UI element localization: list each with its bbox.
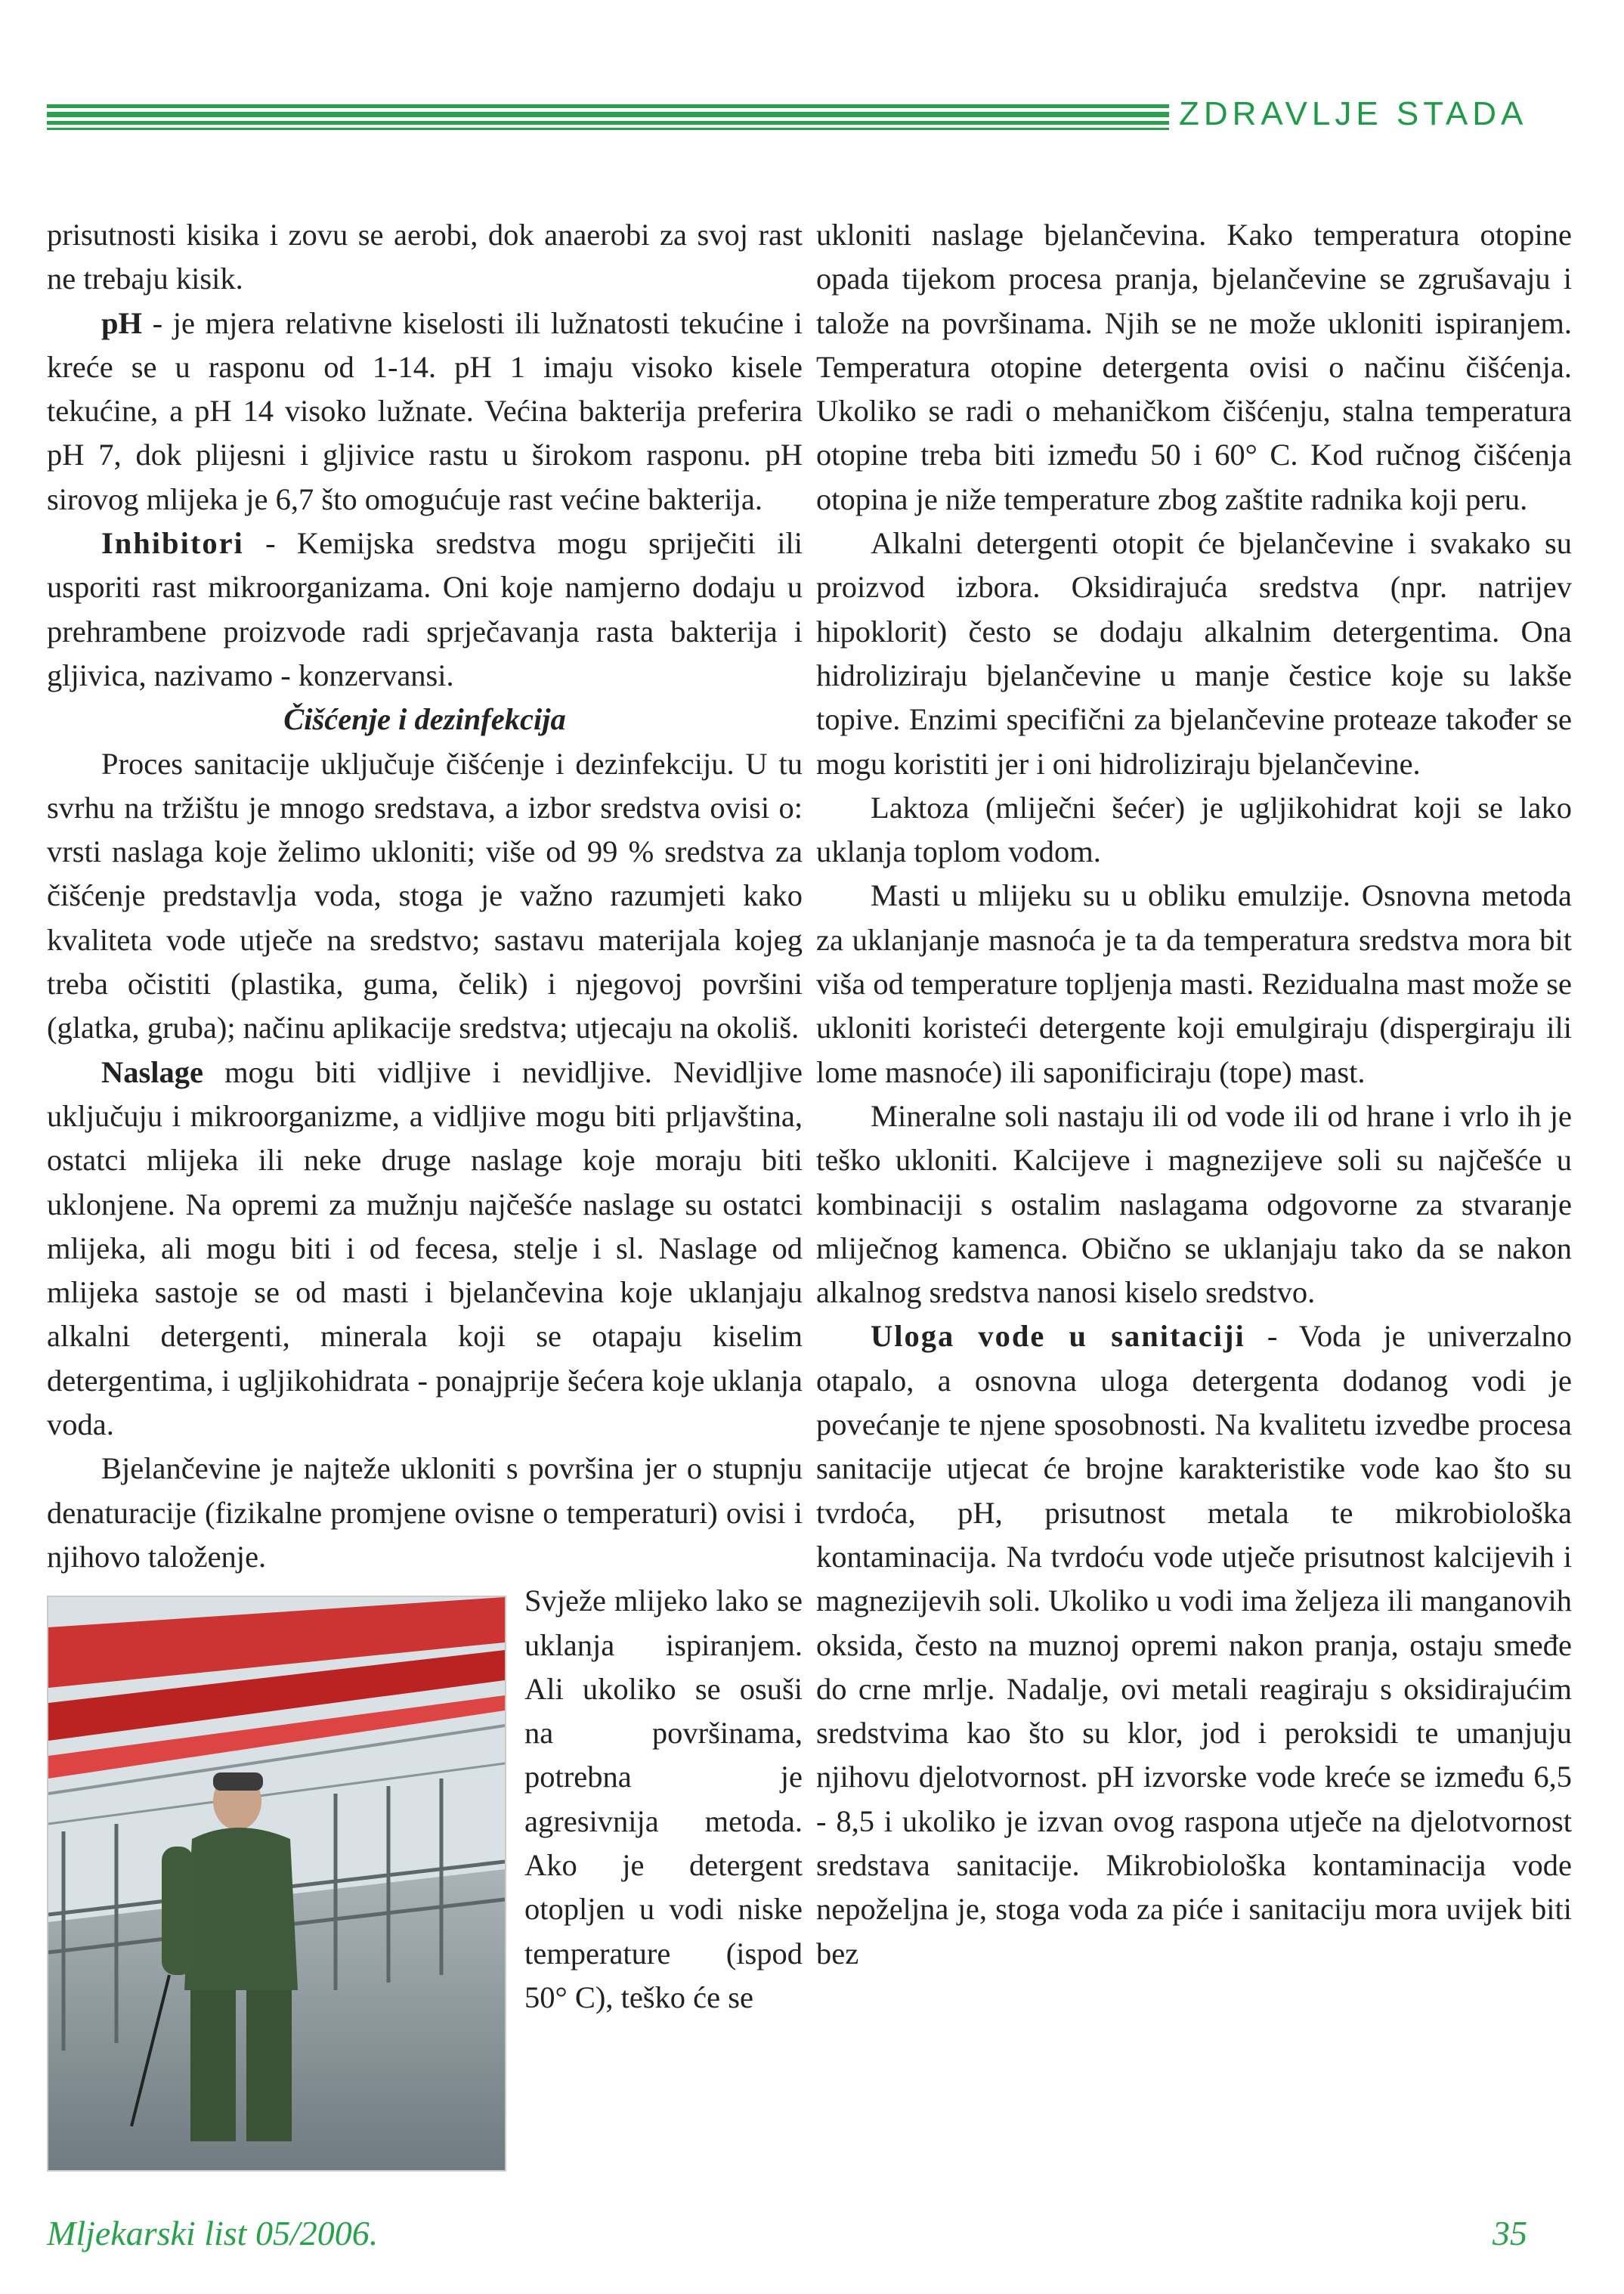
paragraph: Laktoza (mliječni šećer) je ugljikohidrat koji se lako uklanja toplom vodom. xyxy=(816,790,1572,869)
term-label: Inhibitori xyxy=(101,526,244,561)
paragraph: Alkalni detergenti otopit će bjelančevine i svakako su proizvod izbora. Oksidirajuća sredstva (npr. natrijev hipoklorit) često se dodaju alkalnim detergentima. Ona hidroliziraju bjelančevine u manje čestice koje su lakše topive. Enzimi specifični za bjelančevine proteaze također se mogu koristiti jer i oni hidroliziraju bjelančevine. xyxy=(816,526,1572,781)
paragraph: Masti u mlijeku su u obliku emulzije. Osnovna metoda za uklanjanje masnoća je ta da temperatura sredstva mora bit viša od temperature topljenja masti. Rezidualna mast može se ukloniti koristeći detergente koji emulgiraju (dispergiraju ili lome masnoće) ili saponificiraju (tope) mast. xyxy=(816,878,1572,1089)
paragraph-text: - Kemijska sredstva mogu spriječiti ili usporiti rast mikroorganizama. Oni koje namjerno dodaju u prehrambene proizvode radi sprječavanja rasta bakterija i gljivica, nazivamo - konzervansi. xyxy=(47,526,803,692)
term-label: pH xyxy=(101,305,143,340)
paragraph-text: - je mjera relativne kiselosti ili lužnatosti tekućine i kreće se u rasponu od 1-14. pH 1 imaju visoko kisele tekućine, a pH 14 visoko lužnate. Većina bakterija preferira pH 7, dok plijesni i gljivice rastu u širokom rasponu. pH sirovog mlijeka je 6,7 što omogućuje rast većine bakterija. xyxy=(47,305,803,516)
paragraph-text: mogu biti vidljive i nevidljive. Nevidljive uključuju i mikroorganizme, a vidljive mogu biti prljavština, ostatci mlijeka ili neke druge naslage koje moraju biti uklonjene. Na opremi za mužnju najčešće naslage su ostatci mlijeka, ali mogu biti i od fecesa, stelje i sl. Naslage od mlijeka sastoje se od masti i bjelančevina koje uklanjaju alkalni detergenti, minerala koji se otapaju kiselim detergentima, i ugljikohidrata - ponajprije šećera koje uklanja voda. xyxy=(47,1054,803,1442)
term-label: Uloga vode u sanitaciji xyxy=(871,1319,1245,1354)
paragraph: Proces sanitacije uključuje čišćenje i dezinfekciju. U tu svrhu na tržištu je mnogo sredstava, a izbor sredstva ovisi o: vrsti naslaga koje želimo ukloniti; više od 99 % sredstva za čišćenje predstavlja voda, stoga je važno razumjeti kako kvaliteta vode utječe na sredstvo; sastavu materijala kojeg treba očistiti (plastika, guma, čelik) i njegovoj površini (glatka, gruba); načinu aplikacije sredstva; utjecaju na okoliš. xyxy=(47,746,803,1045)
paragraph: Svježe mlijeko lako se uklanja ispiranjem. Ali ukoliko se osuši na površinama, potrebna je agresivnija metoda. Ako je detergent otopljen u vodi niske temperature (ispod 50° C), teško će se xyxy=(524,1584,803,2014)
term-label: Naslage xyxy=(101,1054,203,1089)
paragraph: ukloniti naslage bjelančevina. Kako temperatura otopine opada tijekom procesa pranja, bjelančevine se zgrušavaju i talože na površinama. Njih se ne može ukloniti ispiranjem. Temperatura otopine detergenta ovisi o načinu čišćenja. Ukoliko se radi o mehaničkom čišćenju, stalna temperatura otopine treba biti između 50 i 60° C. Kod ručnog čišćenja otopina je niže temperature zbog zaštite radnika koji peru. xyxy=(816,218,1572,516)
photo-illustration xyxy=(48,1597,505,2170)
paragraph: Mineralne soli nastaju ili od vode ili od hrane i vrlo ih je teško ukloniti. Kalcijeve i magnezijeve soli su najčešće u kombinaciji s ostalim naslagama odgovorne za stvaranje mliječnog kamenca. Obično se uklanjaju tako da se nakon alkalnog sredstva nanosi kiselo sredstvo. xyxy=(816,1098,1572,1310)
paragraph xyxy=(816,1314,1572,1975)
paragraph-text: - Voda je univerzalno otapalo, a osnovna uloga detergenta dodanog vodi je povećanje te njene sposobnosti. Na kvalitetu izvedbe procesa sanitacije utjecat će brojne karakteristike vode kao što su tvrdoća, pH, prisutnost metala te mikrobiološka kontaminacija. Na tvrdoću vode utječe prisutnost kalcijevih i magnezijevih soli. Ukoliko u vodi ima željeza ili manganovih oksida, često na muznoj opremi nakon pranja, ostaju smeđe do crne mrlje. Nadalje, ovi metali reagiraju s oksidirajućim sredstvima kao što su klor, jod i peroksidi te umanjuju njihovu djelotvornost. pH izvorske vode kreće se između 6,5 - 8,5 i ukoliko je izvan ovog raspona utječe na djelotvornost sredstava sanitacije. Mikrobiološka kontaminacija vode nepoželjna je, stoga voda za piće i sanitaciju mora uvijek biti bez xyxy=(816,1319,1573,1970)
header-rule xyxy=(47,104,1169,135)
section-subheading: Čišćenje i dezinfekcija xyxy=(283,702,566,737)
paragraph: prisutnosti kisika i zovu se aerobi, dok anaerobi za svoj rast ne trebaju kisik. xyxy=(47,218,803,296)
paragraph xyxy=(47,1051,803,1447)
left-column xyxy=(47,213,803,2184)
paragraph xyxy=(47,302,803,522)
publication-title: Mljekarski list 05/2006. xyxy=(47,2214,379,2252)
right-column xyxy=(816,213,1572,1976)
paragraph xyxy=(47,522,803,698)
section-title: ZDRAVLJE STADA xyxy=(1179,95,1528,132)
page-number: 35 xyxy=(1493,2214,1527,2252)
article-photo xyxy=(47,1587,508,2184)
paragraph: Bjelančevine je najteže ukloniti s površina jer o stupnju denaturacije (fizikalne promjene ovisne o temperaturi) ovisi i njihovo taloženje. xyxy=(47,1451,803,1574)
milking-parlor-photo xyxy=(47,1596,506,2172)
